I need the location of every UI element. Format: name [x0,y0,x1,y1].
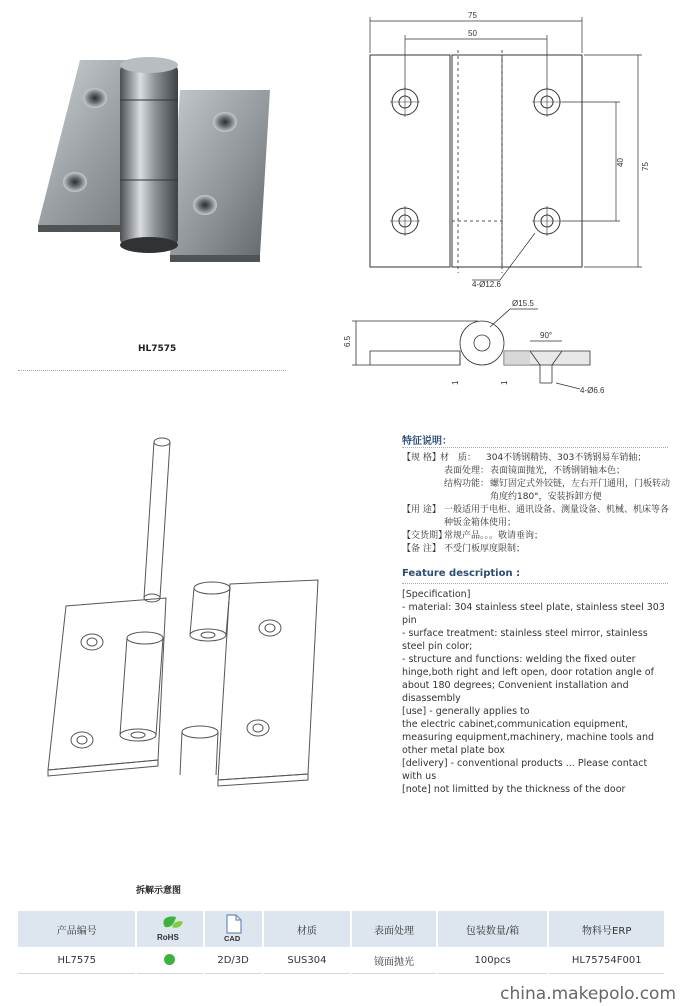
features-en-title: Feature description : [402,568,521,579]
plate-thickness-left: 1 [451,380,460,385]
delivery-label: 【交货期】 [402,531,448,541]
separator [18,370,286,371]
features-en-body [402,588,666,796]
svg-text:CAD: CAD [224,933,241,943]
separator [402,583,668,584]
feature-line: - surface treatment: stainless steel mirror, stainless steel pin color; [402,628,648,652]
feature-line: [use] - generally applies to [402,706,530,717]
table-row [18,947,664,974]
header-surface: 表面处理 [351,911,437,947]
header-product-code: 产品编号 [18,911,136,947]
feature-line: - material: 304 stainless steel plate, stainless steel 303 pin [402,602,665,626]
dim-height: 75 [641,162,650,171]
material-value: 304不锈钢精铸、303不锈钢易车销轴； [486,453,647,463]
surface-value: 表面镜面抛光，不锈钢销轴本色； [490,466,626,476]
dim-hole-spacing-x: 50 [468,29,477,38]
product-photo [30,50,280,270]
svg-text:RoHS: RoHS [156,932,179,942]
exploded-view-drawing [40,430,330,810]
header-rohs [136,911,203,947]
structure-value: 螺钉固定式外铰链，左右开门通用，门板转动角度约180°，安装拆卸方便 [490,479,671,502]
rohs-leaf-icon [152,913,188,943]
use-label: 【用 途】 [402,505,441,515]
feature-line: - structure and functions: welding the fixed outer hinge,both right and left open, door rotation angle of about 180 degrees; Convenient installation and disassembly [402,654,654,704]
rohs-compliant-dot-icon [164,954,175,965]
cell-cad: 2D/3D [204,947,263,974]
header-material: 材质 [263,911,351,947]
thickness-dim: 6.5 [343,335,352,347]
surface-label: 表面处理： [444,466,490,476]
cell-rohs [136,947,203,974]
use-value: 一般适用于电柜、通讯设备、测量设备、机械、机床等各种钣金箱体使用； [444,505,670,528]
screw-hole-icon [83,88,107,108]
feature-line: the electric cabinet,communication equipment, measuring equipment,machinery, machine tools and other metal plate box [402,719,655,756]
dim-hole-spacing-y: 40 [616,158,625,167]
cell-material: SUS304 [263,947,351,974]
dim-width: 75 [468,11,477,20]
separator [402,447,668,448]
material-label: 材 质： [440,453,477,463]
feature-line: [delivery] - conventional products ... Please contact with us [402,758,648,782]
knuckle-dia: Ø15.5 [512,299,534,308]
feature-line: [Specification] [402,589,471,600]
plate-thickness-right: 1 [500,380,509,385]
countersink-angle: 90° [540,331,553,340]
cad-file-icon [218,913,248,943]
spec-table-header [18,911,664,947]
spec-label: 【规 格】 [402,453,441,463]
delivery-value: 常规产品。。。敬请垂询； [444,531,544,541]
features-cn-body [402,452,672,556]
header-erp: 物料号ERP [548,911,664,947]
header-cad [204,911,263,947]
product-photo-caption: HL7575 [138,344,177,354]
cell-surface: 镜面抛光 [351,947,437,974]
cell-package-qty: 100pcs [437,947,549,974]
feature-line: [note] not limitted by the thickness of the door [402,784,626,795]
cell-product-code: HL7575 [18,947,136,974]
dimension-drawing [340,5,670,395]
header-package-qty: 包装数量/箱 [437,911,549,947]
features-cn-title: 特征说明： [402,436,452,447]
screw-hole-spec: 4-Ø6.6 [580,386,605,395]
cell-erp: HL75754F001 [548,947,664,974]
hole-spec: 4-Ø12.6 [472,280,501,289]
note-value: 不受门板厚度限制； [444,544,526,554]
note-label: 【备 注】 [402,544,441,554]
structure-label: 结构功能： [444,479,490,489]
spec-table [18,911,664,974]
exploded-caption: 拆解示意图 [136,886,182,896]
watermark: china.makepolo.com [500,984,676,1004]
